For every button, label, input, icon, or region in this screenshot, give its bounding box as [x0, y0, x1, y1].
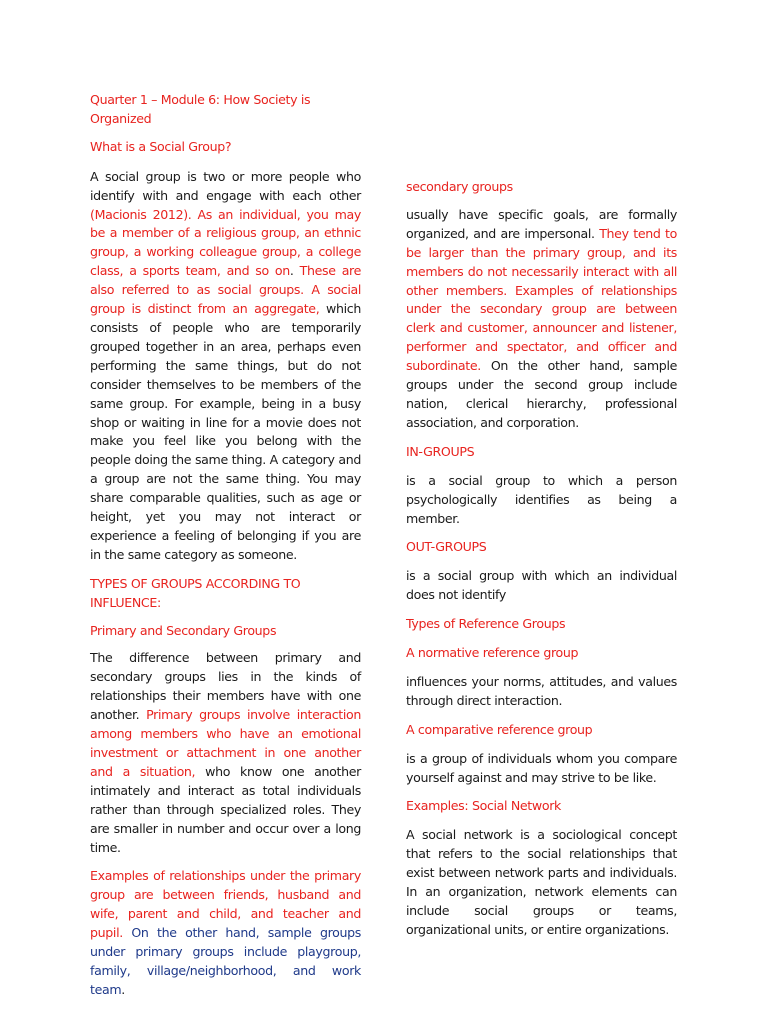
- text-run-blue: On the other hand, sample groups under primary groups include playgroup, family, village/neighborhood, and work team: [90, 925, 361, 997]
- section-heading-social-network: Examples: Social Network: [406, 798, 561, 814]
- text-run-highlight: They tend to be larger than the primary group, and its members do not necessarily interact with all other members. Examples of relationships under the secondary group are between clerk and customer, announcer and listener, performer and spectator, and officer and subordinate.: [406, 225, 677, 374]
- module-title: Quarter 1 – Module 6: How Society is Organized: [90, 92, 311, 126]
- section-heading-out-groups: OUT-GROUPS: [406, 539, 487, 555]
- paragraph-primary-examples: [90, 867, 361, 999]
- paragraph-secondary-groups: [406, 206, 677, 433]
- section-heading-what-is-social-group: What is a Social Group?: [90, 138, 232, 154]
- paragraph-in-groups: is a social group to which a person psychologically identifies as being a member.: [406, 472, 677, 526]
- text-run: .: [289, 263, 300, 279]
- paragraph-normative: influences your norms, attitudes, and values through direct interaction.: [406, 673, 677, 708]
- text-run: who know one another intimately and interact as total individuals rather than through specialized roles. They are smaller in number and occur over a long time.: [90, 763, 361, 855]
- text-run-highlight: (Macionis 2012). As an individual, you may be a member of a religious group, an ethnic group, a working colleague group, a college class, a sports team, and so on: [90, 206, 361, 279]
- paragraph-comparative: is a group of individuals whom you compare yourself against and may strive to be like.: [406, 750, 677, 785]
- section-heading-normative: A normative reference group: [406, 645, 579, 661]
- text-run: usually have specific goals, are formally organized, and are impersonal.: [406, 206, 677, 241]
- text-run-highlight: Primary groups involve interaction among members who have an emotional investment or attachment in one another and a situation,: [90, 707, 361, 779]
- text-run-highlight: Examples of relationships under the primary group are between friends, husband and wife, parent and child, and teacher and pupil.: [90, 868, 361, 941]
- section-heading-reference-groups: Types of Reference Groups: [406, 616, 566, 632]
- text-run-highlight: These are also referred to as social groups. A social group is distinct from an aggregate,: [90, 263, 362, 317]
- text-run: A social group is two or more people who identify with and engage with each other: [90, 168, 361, 203]
- section-heading-types-of-groups: TYPES OF GROUPS ACCORDING TO INFLUENCE:: [90, 575, 301, 610]
- section-heading-primary-secondary: Primary and Secondary Groups: [90, 622, 277, 638]
- text-run: which consists of people who are temporarily grouped together in an area, perhaps even performing the same things, but do not consider themselves to be members of the same group. For example, being in a busy shop or waiting in line for a movie does not make you feel like you belong with the people doing the same thing. A category and a group are not the same thing. You may share comparable qualities, such as age or height, yet you may not interact or experience a feeling of belonging if you are in the same category as someone.: [90, 301, 361, 562]
- text-run: On the other hand, sample groups under the second group include nation, clerical hierarchy, professional association, and corporation.: [406, 358, 677, 430]
- text-run: .: [121, 981, 125, 997]
- left-column: [90, 91, 361, 1000]
- paragraph-primary-secondary-difference: [90, 649, 361, 857]
- right-column: [406, 178, 677, 940]
- section-heading-comparative: A comparative reference group: [406, 721, 593, 737]
- section-heading-secondary-groups: secondary groups: [406, 179, 513, 194]
- paragraph-social-network: A social network is a sociological concept that refers to the social relationships that exist between network parts and individuals. In an organization, network elements can include social groups or teams, organizational units, or entire organizations.: [406, 827, 677, 937]
- paragraph-out-groups: is a social group with which an individual does not identify: [406, 568, 677, 603]
- paragraph-social-group-definition: [90, 168, 361, 565]
- text-run: The difference between primary and secondary groups lies in the kinds of relationships their members have with one another.: [90, 650, 361, 723]
- section-heading-in-groups: IN-GROUPS: [406, 443, 475, 459]
